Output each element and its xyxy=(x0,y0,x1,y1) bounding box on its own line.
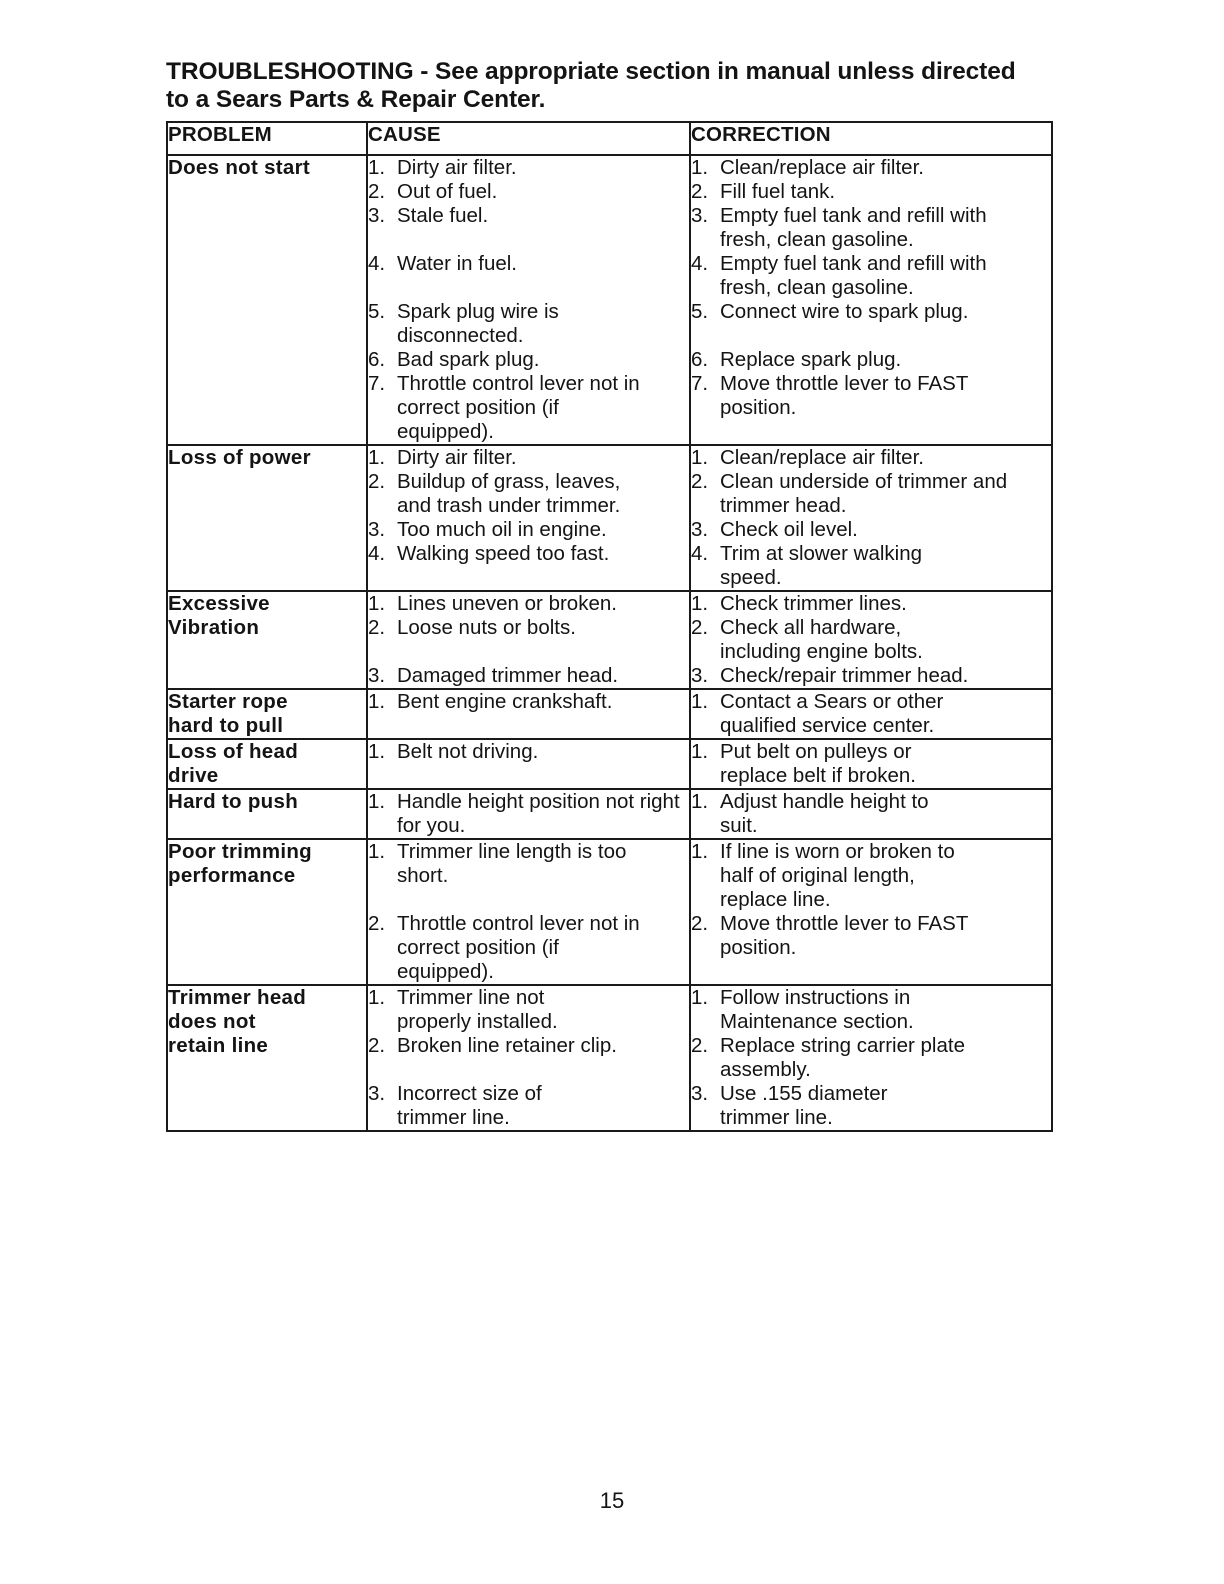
list-item: 5. Connect wire to spark plug. xyxy=(691,300,969,323)
title-line-1: TROUBLESHOOTING - See appropriate section in manual unless directed xyxy=(166,58,1016,85)
title-line-2: to a Sears Parts & Repair Center. xyxy=(166,86,546,113)
list-item: 1. Trimmer line length is too short. xyxy=(368,840,627,887)
problem-text: Poor trimming performance xyxy=(168,840,312,887)
problem-cell xyxy=(167,155,367,445)
correction-cell xyxy=(690,739,1052,789)
correction-cell xyxy=(690,985,1052,1131)
correction-cell xyxy=(690,591,1052,689)
header-correction: CORRECTION xyxy=(690,122,1052,155)
list-item: 3. Empty fuel tank and refill with fresh, clean gasoline. xyxy=(691,204,987,251)
problem-cell xyxy=(167,591,367,689)
page-title xyxy=(166,58,1066,114)
list-item: 4. Trim at slower walking speed. xyxy=(691,542,923,589)
cause-cell xyxy=(367,739,690,789)
list-item: 1. Lines uneven or broken. xyxy=(368,592,617,615)
cause-cell xyxy=(367,155,690,445)
problem-cell xyxy=(167,985,367,1131)
troubleshooting-table xyxy=(166,121,1053,1132)
table-row xyxy=(167,155,1052,445)
header-problem: PROBLEM xyxy=(167,122,367,155)
list-item: 3. Stale fuel. xyxy=(368,204,489,227)
correction-cell xyxy=(690,445,1052,591)
list-item: 1. If line is worn or broken to half of original length, replace line. xyxy=(691,840,955,911)
list-item: 7. Throttle control lever not in correct position (if equipped). xyxy=(368,372,640,443)
problem-text: Loss of power xyxy=(168,446,311,469)
correction-cell xyxy=(690,689,1052,739)
header-cause: CAUSE xyxy=(367,122,690,155)
problem-text: Loss of head drive xyxy=(168,740,299,787)
table-row xyxy=(167,591,1052,689)
list-item: 2. Out of fuel. xyxy=(368,180,498,203)
list-item: 2. Broken line retainer clip. xyxy=(368,1034,617,1057)
list-item: 6. Bad spark plug. xyxy=(368,348,540,371)
cause-cell xyxy=(367,445,690,591)
list-item: 2. Loose nuts or bolts. xyxy=(368,616,576,639)
list-item: 1. Clean/replace air filter. xyxy=(691,156,924,179)
problem-cell xyxy=(167,839,367,985)
cause-cell xyxy=(367,839,690,985)
table-row xyxy=(167,789,1052,839)
list-item: 2. Clean underside of trimmer and trimmer head. xyxy=(691,470,1008,517)
table-row xyxy=(167,739,1052,789)
correction-cell xyxy=(690,789,1052,839)
list-item: 1. Contact a Sears or other qualified service center. xyxy=(691,690,944,737)
list-item: 1. Follow instructions in Maintenance section. xyxy=(691,986,914,1033)
list-item: 2. Check all hardware, including engine bolts. xyxy=(691,616,923,663)
table-row xyxy=(167,689,1052,739)
list-item: 3. Check/repair trimmer head. xyxy=(691,664,969,687)
list-item: 2. Fill fuel tank. xyxy=(691,180,836,203)
list-item: 4. Water in fuel. xyxy=(368,252,518,275)
list-item: 3. Damaged trimmer head. xyxy=(368,664,619,687)
cause-cell xyxy=(367,789,690,839)
list-item: 4. Walking speed too fast. xyxy=(368,542,610,565)
problem-cell xyxy=(167,739,367,789)
list-item: 1. Handle height position not right for you. xyxy=(368,790,680,837)
correction-cell xyxy=(690,839,1052,985)
list-item: 5. Spark plug wire is disconnected. xyxy=(368,300,559,347)
list-item: 2. Move throttle lever to FAST position. xyxy=(691,912,969,959)
cause-cell xyxy=(367,985,690,1131)
table-row xyxy=(167,445,1052,591)
header-row xyxy=(167,122,1052,155)
list-item: 2. Replace string carrier plate assembly. xyxy=(691,1034,965,1081)
problem-cell xyxy=(167,445,367,591)
table-row xyxy=(167,985,1052,1131)
problem-cell xyxy=(167,789,367,839)
problem-cell xyxy=(167,689,367,739)
list-item: 1. Belt not driving. xyxy=(368,740,539,763)
correction-cell xyxy=(690,155,1052,445)
list-item: 1. Dirty air filter. xyxy=(368,446,517,469)
list-item: 1. Trimmer line not properly installed. xyxy=(368,986,558,1033)
list-item: 2. Throttle control lever not in correct position (if equipped). xyxy=(368,912,640,983)
list-item: 7. Move throttle lever to FAST position. xyxy=(691,372,969,419)
list-item: 3. Too much oil in engine. xyxy=(368,518,607,541)
list-item: 1. Dirty air filter. xyxy=(368,156,517,179)
cause-cell xyxy=(367,591,690,689)
table-row xyxy=(167,839,1052,985)
list-item: 3. Check oil level. xyxy=(691,518,858,541)
list-item: 1. Bent engine crankshaft. xyxy=(368,690,613,713)
problem-text: Excessive Vibration xyxy=(168,592,270,639)
list-item: 1. Adjust handle height to suit. xyxy=(691,790,929,837)
problem-text: Hard to push xyxy=(168,790,299,813)
list-item: 1. Put belt on pulleys or replace belt if broken. xyxy=(691,740,917,787)
list-item: 4. Empty fuel tank and refill with fresh, clean gasoline. xyxy=(691,252,987,299)
list-item: 3. Use .155 diameter trimmer line. xyxy=(691,1082,888,1129)
list-item: 2. Buildup of grass, leaves, and trash under trimmer. xyxy=(368,470,621,517)
list-item: 1. Check trimmer lines. xyxy=(691,592,907,615)
list-item: 1. Clean/replace air filter. xyxy=(691,446,924,469)
list-item: 3. Incorrect size of trimmer line. xyxy=(368,1082,542,1129)
problem-text: Trimmer head does not retain line xyxy=(168,986,307,1057)
page-number: 15 xyxy=(599,1488,625,1513)
problem-text: Does not start xyxy=(168,156,311,179)
list-item: 6. Replace spark plug. xyxy=(691,348,902,371)
problem-text: Starter rope hard to pull xyxy=(168,690,288,737)
cause-cell xyxy=(367,689,690,739)
